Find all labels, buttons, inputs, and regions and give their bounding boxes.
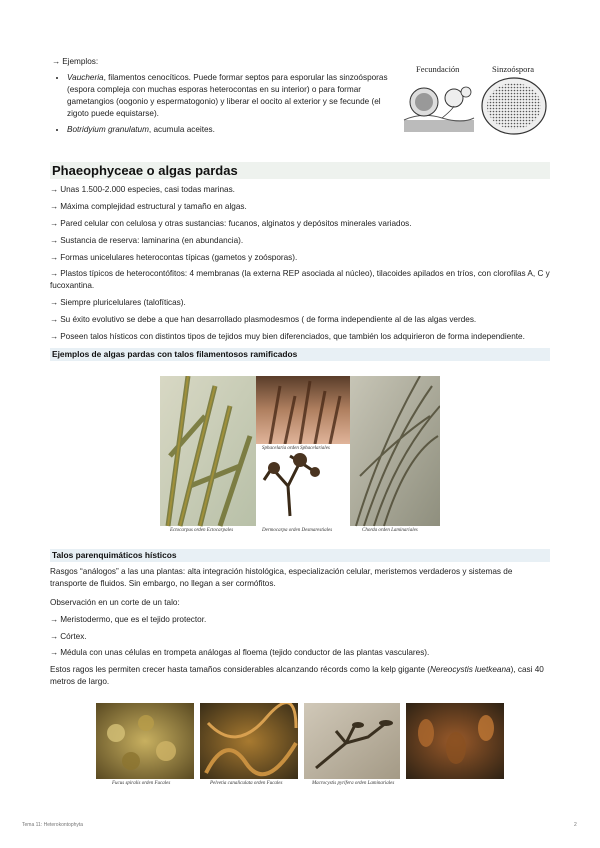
- bullet-line: → Córtex.: [50, 632, 87, 641]
- examples-intro: → Ejemplos:: [52, 57, 99, 66]
- bullet-line: → Su éxito evolutivo se debe a que han desarrollado plasmodesmos ( de forma independiente al de las algas verdes.: [50, 315, 477, 324]
- section-title-phaeophyceae: Phaeophyceae o algas pardas: [50, 162, 550, 179]
- image-caption: Pelvetia canaliculata orden Fucales: [210, 781, 283, 786]
- bullet-line: → Pared celular con celulosa y otras sustancias: fucanos, alginatos y depósitos minerales variados.: [50, 219, 412, 228]
- paragraph: Estos ragos les permiten crecer hasta tamaños considerables alcanzando récords como la kelp gigante (Nereocystis luetkeana), casi 40 metros de largo.: [50, 665, 544, 686]
- image-caption: Sphacelaria orden Sphacelariales: [262, 446, 330, 451]
- vaucheria-drawing: [402, 62, 550, 136]
- filamentous-algae-images: [160, 376, 440, 536]
- image-caption: Fucus spiralis orden Fucales: [112, 781, 171, 786]
- image-caption: Dermocarpa orden Desmarestiales: [262, 528, 333, 533]
- bullet-line: → Médula con unas células en trompeta análogas al floema (tejido conductor de las plantas vasculares).: [50, 648, 430, 657]
- bullet-line: → Formas unicelulares heterocontas típicas (gametos y zoósporas).: [50, 253, 298, 262]
- image-caption: Chorda orden Laminariales: [362, 528, 418, 533]
- list-item: • Vaucheria, filamentos cenocíticos. Puede formar septos para esporular las sinzoósporas (espora compleja con muchas esporas heterocontas en su interior) o para formar gametangios (oogonio y espermatogonio) y liberar el oocito al exterior y se fecunde (el zigoto puede equistarse).: [67, 72, 403, 120]
- bullet-line: → Siempre pluricelulares (talofíticas).: [50, 298, 186, 307]
- section-title-parenchymatous: Talos parenquimáticos hísticos: [50, 549, 550, 562]
- paragraph: Rasgos “análogos” a las una plantas: alta integración histológica, especialización celular, meristemos verdaderos y sistemas de transporte de fluidos. Sin embargo, no llegan a ser cormófitos.: [50, 567, 513, 588]
- image-caption: Ectocarpus orden Ectocarpales: [170, 528, 234, 533]
- paragraph: Observación en un corte de un talo:: [50, 598, 180, 607]
- parenchymatous-algae-images: [96, 703, 504, 779]
- page-number: 2: [574, 822, 577, 828]
- vaucheria-figure: [402, 62, 550, 136]
- list-item: • Botridyium granulatum, acumula aceites.: [67, 124, 403, 136]
- bullet-line: → Meristodermo, que es el tejido protector.: [50, 615, 207, 624]
- bullet-line: → Unas 1.500-2.000 especies, casi todas marinas.: [50, 185, 235, 194]
- image-caption: Macrocystis pyrifera orden Laminariales: [312, 781, 395, 786]
- parenchymatous-algae-figure: [96, 703, 504, 789]
- footer-title: Tema 11: Heterokontophyta: [22, 822, 84, 828]
- examples-list: [52, 72, 403, 140]
- bullet-line: → Plastos típicos de heterocontófitos: 4 membranas (la externa REP asociada al núcleo), tilacoides apilados en tríos, con clorofilas A, C y fucoxantina.: [50, 269, 550, 290]
- section-title-filamentous: Ejemplos de algas pardas con talos filamentosos ramificados: [50, 348, 550, 361]
- filamentous-algae-figure: [160, 376, 440, 536]
- figure-title-left: Fecundación: [416, 64, 460, 74]
- figure-title-right: Sinzoóspora: [492, 64, 535, 74]
- arrow-icon: →: [52, 57, 61, 66]
- bullet-line: → Poseen talos hísticos con distintos tipos de tejidos muy bien diferenciados, que también los adquirieron de forma independiente.: [50, 332, 525, 341]
- bullet-line: → Máxima complejidad estructural y tamaño en algas.: [50, 202, 247, 211]
- bullet-line: → Sustancia de reserva: laminarina (en abundancia).: [50, 236, 244, 245]
